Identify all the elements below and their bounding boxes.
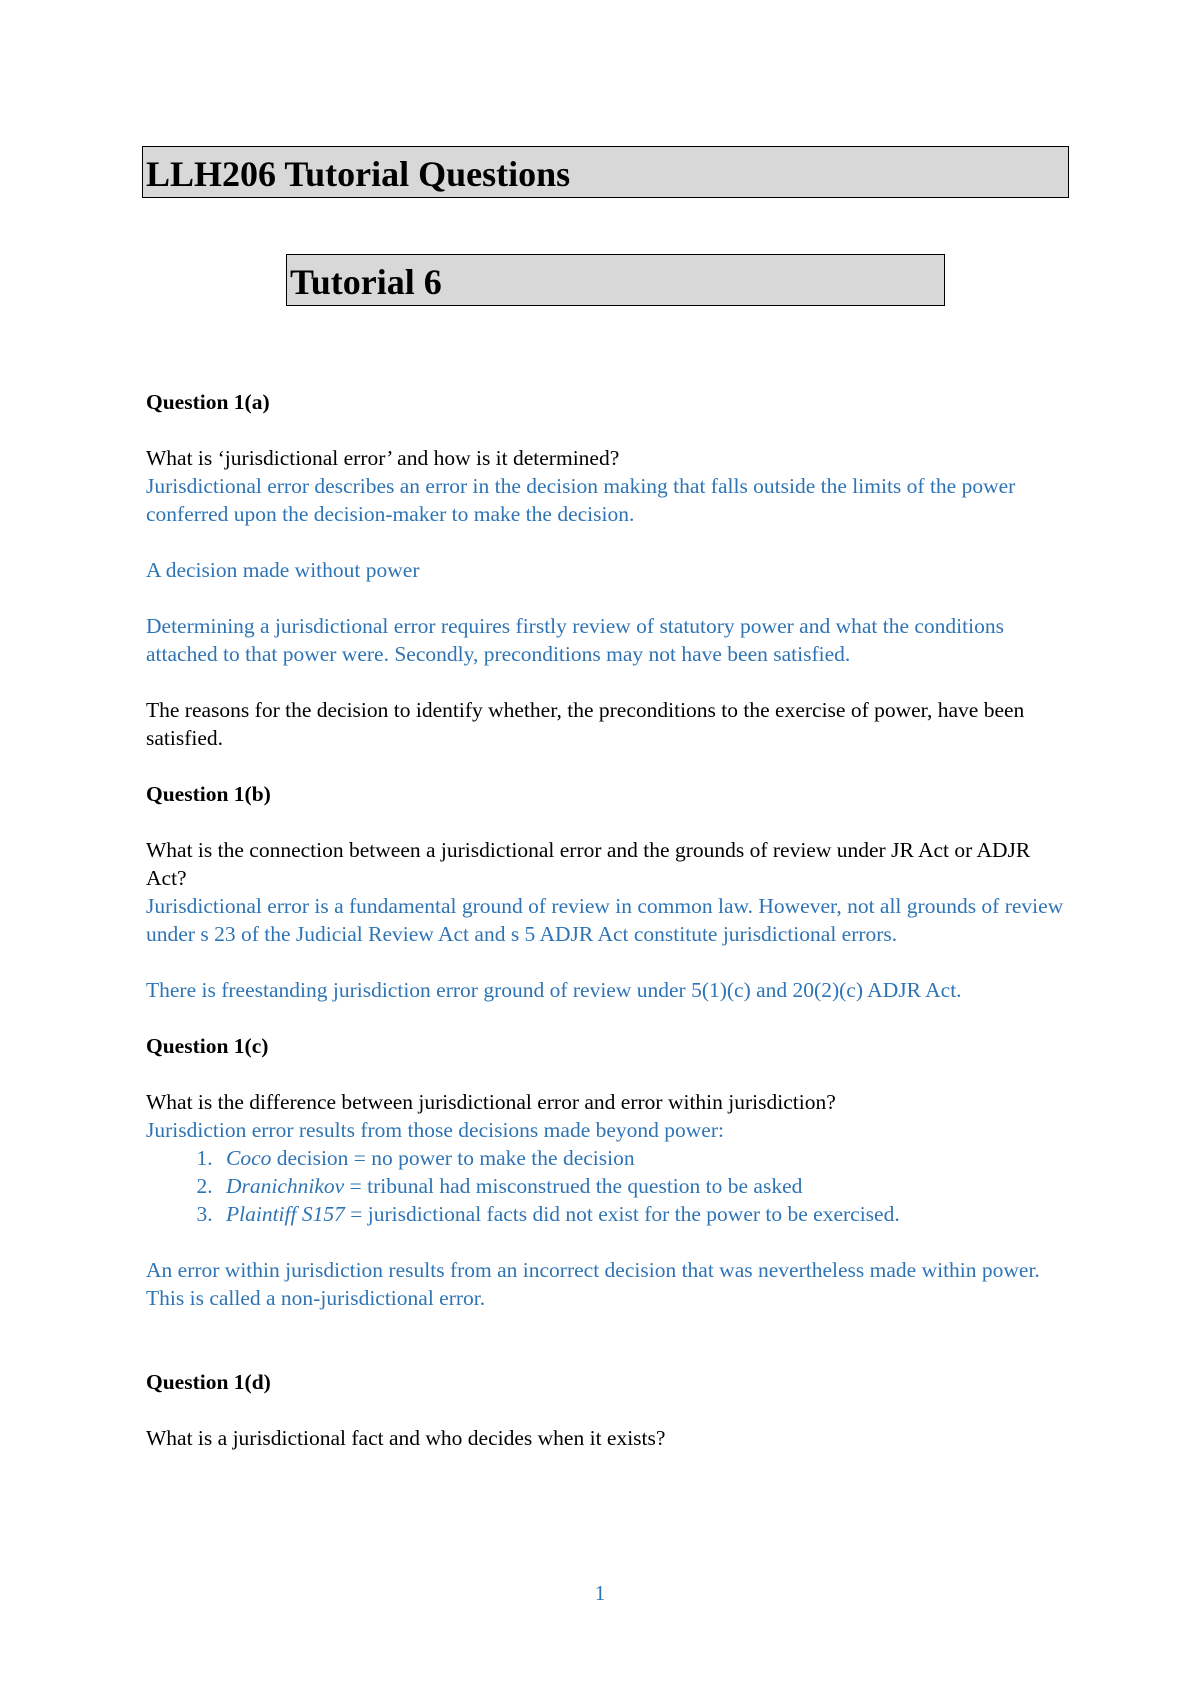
question-1d-heading: Question 1(d) bbox=[146, 1370, 271, 1394]
case-name: Coco bbox=[226, 1146, 272, 1170]
question-1a-text: What is ‘jurisdictional error’ and how is it determined? bbox=[146, 446, 620, 470]
answer-1a-part-1: Jurisdictional error describes an error in the decision making that falls outside the limits of the power conferred upon the decision-maker to make the decision. bbox=[146, 474, 1016, 526]
question-1c-text: What is the difference between jurisdictional error and error within jurisdiction? bbox=[146, 1090, 836, 1114]
answer-1a-note: The reasons for the decision to identify whether, the preconditions to the exercise of power, have been satisfied. bbox=[146, 698, 1025, 750]
case-description: = tribunal had misconstrued the question to be asked bbox=[344, 1174, 803, 1198]
answer-1a-part-3: Determining a jurisdictional error requires firstly review of statutory power and what the conditions attached to that power were. Secondly, preconditions may not have been satisfied. bbox=[146, 614, 1004, 666]
answer-1b-part-2: There is freestanding jurisdiction error ground of review under 5(1)(c) and 20(2)(c) ADJR Act. bbox=[146, 978, 962, 1002]
answer-1b-part-1: Jurisdictional error is a fundamental ground of review in common law. However, not all grounds of review under s 23 of the Judicial Review Act and s 5 ADJR Act constitute jurisdictional errors. bbox=[146, 894, 1064, 946]
answer-1c-part-2: An error within jurisdiction results from an incorrect decision that was nevertheless made within power. This is called a non-jurisdictional error. bbox=[146, 1258, 1040, 1310]
question-1d-text: What is a jurisdictional fact and who decides when it exists? bbox=[146, 1426, 666, 1450]
list-item bbox=[218, 1200, 1066, 1228]
case-description: decision = no power to make the decision bbox=[271, 1146, 635, 1170]
list-item bbox=[218, 1144, 1066, 1172]
question-1c-heading: Question 1(c) bbox=[146, 1034, 269, 1058]
case-name: Plaintiff S157 bbox=[226, 1202, 345, 1226]
page-number: 1 bbox=[594, 1581, 606, 1605]
document-body bbox=[146, 388, 1066, 1452]
answer-1a-part-2: A decision made without power bbox=[146, 558, 420, 582]
spacer bbox=[146, 1340, 1066, 1368]
case-name: Dranichnikov bbox=[226, 1174, 345, 1198]
case-description: = jurisdictional facts did not exist for the power to be exercised. bbox=[344, 1202, 900, 1226]
question-1b-text: What is the connection between a jurisdictional error and the grounds of review under JR Act or ADJR Act? bbox=[146, 838, 1031, 890]
list-item bbox=[218, 1172, 1066, 1200]
case-list bbox=[146, 1144, 1066, 1228]
question-1a-heading: Question 1(a) bbox=[146, 390, 270, 414]
answer-1c-intro: Jurisdiction error results from those decisions made beyond power: bbox=[146, 1118, 724, 1142]
question-1b-heading: Question 1(b) bbox=[146, 782, 271, 806]
document-title: LLH206 Tutorial Questions bbox=[142, 146, 1069, 198]
tutorial-heading: Tutorial 6 bbox=[286, 254, 945, 306]
